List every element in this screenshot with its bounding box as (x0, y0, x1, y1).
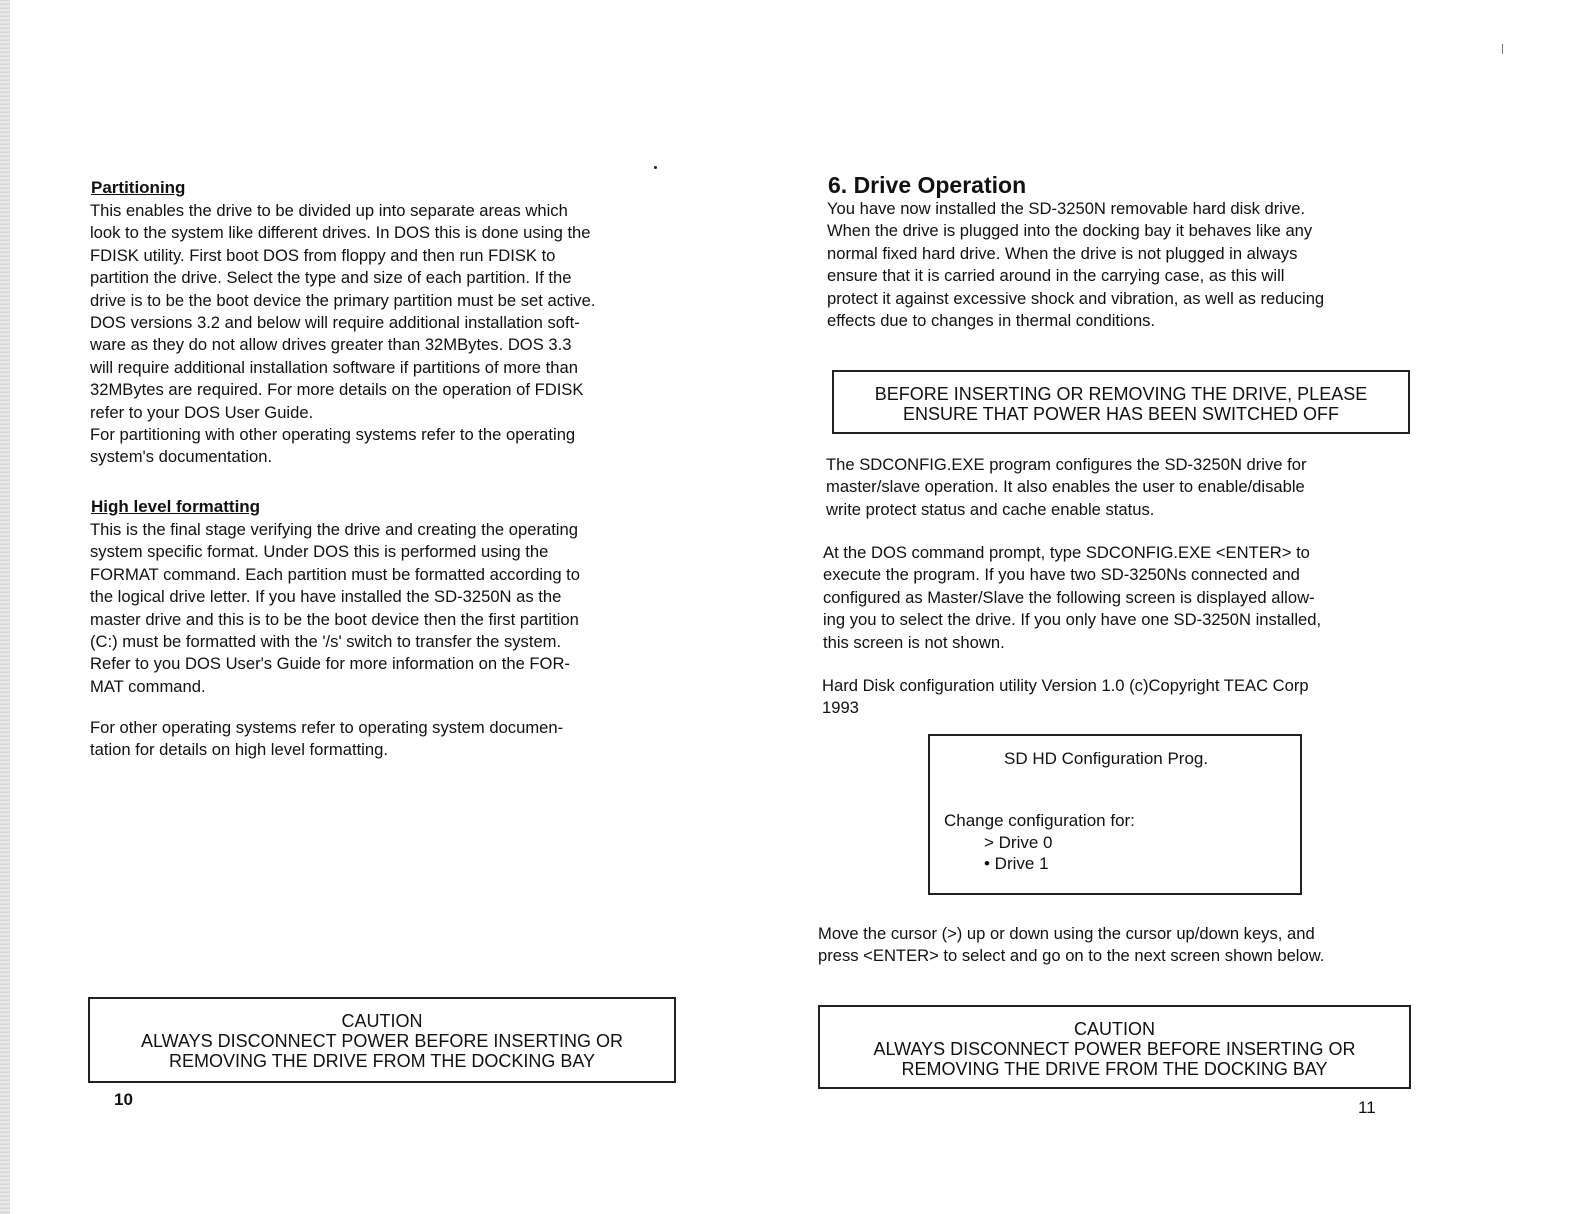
text-line: Move the cursor (>) up or down using the cursor up/down keys, and (818, 924, 1315, 943)
text-line: 32MBytes are required. For more details on the operation of FDISK (90, 380, 584, 400)
section-title: 6. Drive Operation (828, 172, 1027, 198)
formatting-other-paragraph (90, 717, 682, 762)
scan-speck (654, 166, 657, 169)
text-line: 1993 (822, 698, 859, 718)
text-line: will require additional installation software if partitions of more than (90, 357, 578, 377)
utility-paragraph (822, 675, 1420, 720)
text-line: master drive and this is to be the boot device then the first partition (90, 609, 579, 629)
formatting-heading: High level formatting (91, 497, 261, 516)
text-line: execute the program. If you have two SD-3250Ns connected and (823, 565, 1300, 585)
partitioning-paragraph (90, 200, 682, 469)
page-number-left: 10 (114, 1090, 133, 1109)
screen-title: SD HD Configuration Prog. (1004, 749, 1209, 768)
left-page (88, 0, 684, 1214)
caution-box-right (818, 1005, 1411, 1089)
text-line: When the drive is plugged into the docking bay it behaves like any (827, 221, 1313, 241)
page-number-right: 11 (1358, 1098, 1376, 1117)
config-screen-box (928, 734, 1302, 895)
text-line: Hard Disk configuration utility Version 1.0 (c)Copyright TEAC Corp (822, 676, 1309, 695)
drive-0-option: > Drive 0 (984, 833, 1053, 852)
partitioning-heading: Partitioning (91, 178, 186, 197)
text-line: look to the system like different drives. In DOS this is done using the (90, 223, 591, 243)
text-line: FDISK utility. First boot DOS from floppy and then run FDISK to (90, 245, 556, 265)
text-line: drive is to be the boot device the primary partition must be set active. (90, 290, 596, 310)
text-line: normal fixed hard drive. When the drive is not plugged in always (827, 243, 1298, 263)
text-line: refer to your DOS User Guide. (90, 402, 314, 422)
drive-1-option: • Drive 1 (984, 854, 1049, 873)
caution-line: ALWAYS DISCONNECT POWER BEFORE INSERTING OR (140, 1031, 624, 1051)
text-line: The SDCONFIG.EXE program configures the SD-3250N drive for (826, 455, 1307, 474)
text-line: write protect status and cache enable status. (826, 499, 1155, 519)
text-line: For other operating systems refer to operating system documen- (90, 718, 564, 737)
text-line: This enables the drive to be divided up into separate areas which (90, 201, 568, 220)
text-line: (C:) must be formatted with the '/s' switch to transfer the system. (90, 632, 562, 652)
text-line: At the DOS command prompt, type SDCONFIG.EXE <ENTER> to (823, 543, 1310, 562)
text-line: tation for details on high level formatting. (90, 740, 388, 760)
text-line: For partitioning with other operating systems refer to the operating (90, 425, 576, 445)
text-line: FORMAT command. Each partition must be formatted according to (90, 564, 581, 584)
text-line: system specific format. Under DOS this is performed using the (90, 542, 549, 562)
notice-line: BEFORE INSERTING OR REMOVING THE DRIVE, PLEASE (874, 384, 1368, 404)
text-line: ware as they do not allow drives greater than 32MBytes. DOS 3.3 (90, 335, 572, 355)
text-line: MAT command. (90, 676, 206, 696)
text-line: protect it against excessive shock and vibration, as well as reducing (827, 288, 1325, 308)
caution-line: REMOVING THE DRIVE FROM THE DOCKING BAY (901, 1059, 1328, 1079)
text-line: this screen is not shown. (823, 632, 1005, 652)
text-line: DOS versions 3.2 and below will require additional installation soft- (90, 313, 580, 333)
text-line: master/slave operation. It also enables the user to enable/disable (826, 477, 1305, 497)
text-line: configured as Master/Slave the following screen is displayed allow- (823, 587, 1315, 607)
cursor-paragraph (818, 923, 1412, 968)
intro-paragraph (827, 198, 1421, 332)
text-line: ing you to select the drive. If you only have one SD-3250N installed, (823, 610, 1322, 630)
screen-prompt: Change configuration for: (944, 811, 1135, 830)
power-notice-box (832, 370, 1410, 434)
caution-title: CAUTION (1074, 1019, 1155, 1039)
caution-line: ALWAYS DISCONNECT POWER BEFORE INSERTING OR (873, 1039, 1356, 1059)
scan-mark (1502, 44, 1503, 54)
caution-box-left (88, 997, 676, 1083)
right-page (818, 0, 1422, 1214)
text-line: Refer to you DOS User's Guide for more information on the FOR- (90, 654, 570, 674)
sdconfig-paragraph (826, 454, 1420, 521)
text-line: You have now installed the SD-3250N removable hard disk drive. (827, 199, 1306, 218)
text-line: This is the final stage verifying the drive and creating the operating (90, 520, 578, 539)
text-line: the logical drive letter. If you have installed the SD-3250N as the (90, 587, 562, 607)
scan-edge (0, 0, 10, 1214)
text-line: system's documentation. (90, 447, 273, 467)
caution-line: REMOVING THE DRIVE FROM THE DOCKING BAY (168, 1051, 596, 1071)
text-line: partition the drive. Select the type and size of each partition. If the (90, 268, 572, 288)
notice-line: ENSURE THAT POWER HAS BEEN SWITCHED OFF (902, 404, 1340, 424)
caution-title: CAUTION (341, 1011, 423, 1031)
text-line: ensure that it is carried around in the carrying case, as this will (827, 266, 1285, 286)
prompt-paragraph (823, 542, 1420, 654)
formatting-paragraph (90, 519, 682, 698)
text-line: effects due to changes in thermal conditions. (827, 311, 1156, 331)
text-line: press <ENTER> to select and go on to the next screen shown below. (818, 946, 1325, 966)
